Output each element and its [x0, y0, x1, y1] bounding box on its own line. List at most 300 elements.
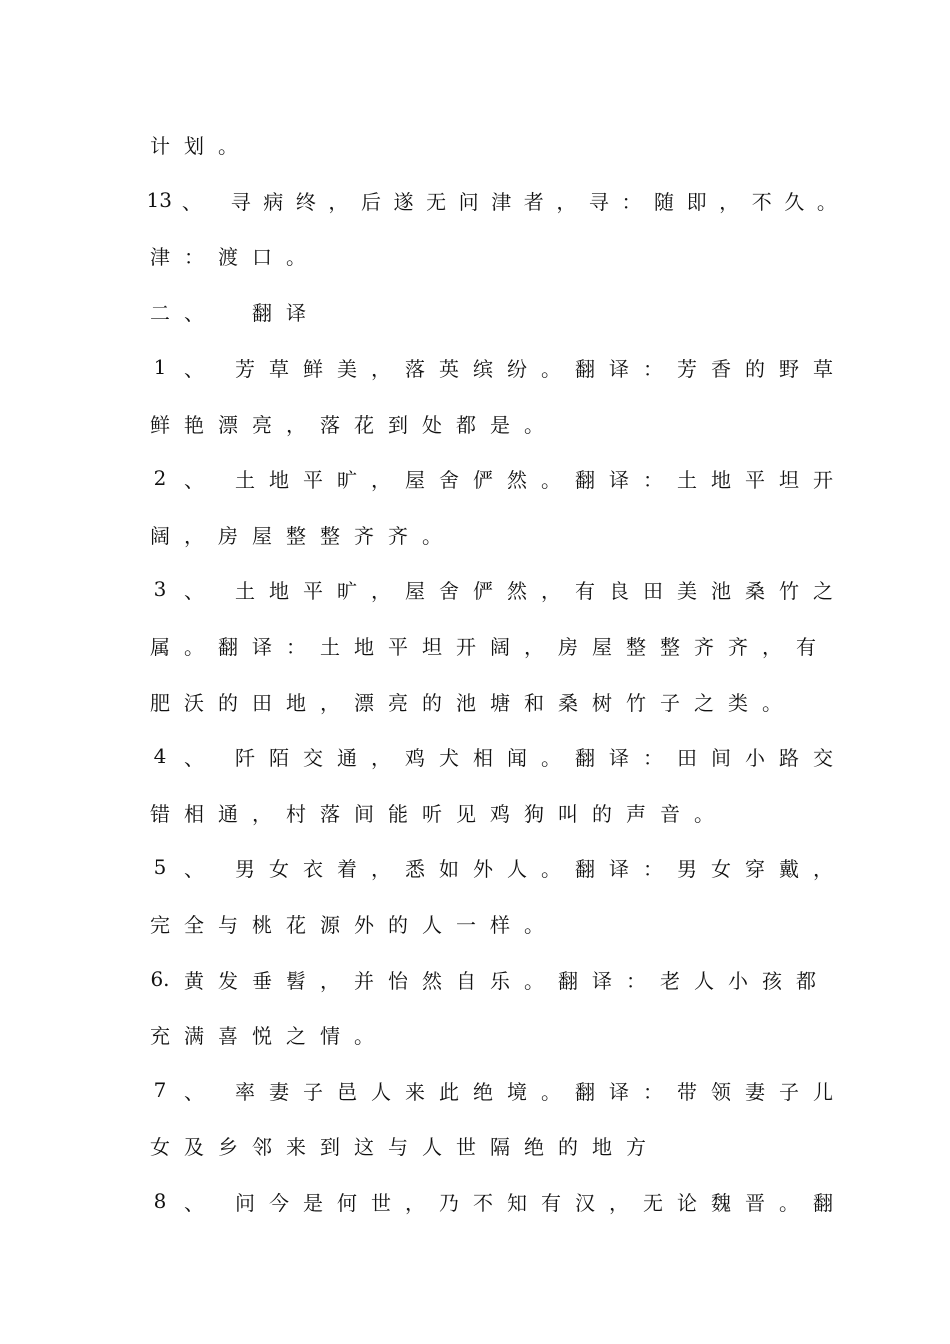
text-char: ，: [371, 578, 391, 603]
text-char: 桑: [745, 578, 765, 603]
text-char: 沃: [184, 690, 204, 715]
text-char: [211, 577, 228, 601]
text-char: [211, 355, 228, 379]
text-char: [211, 1078, 228, 1102]
text-char: 鲜: [150, 412, 170, 437]
text-char: 然: [422, 968, 442, 993]
text-char: 穿: [745, 856, 765, 881]
text-char: 见: [456, 801, 476, 826]
text-char: 方: [626, 1134, 646, 1159]
text-char: 交: [303, 745, 323, 770]
text-char: 草: [269, 356, 289, 381]
text-char: 翻: [575, 467, 595, 492]
text-char: 花: [354, 412, 374, 437]
text-char: 不: [473, 1190, 493, 1215]
text-char: [228, 299, 245, 323]
text-char: 黄: [184, 968, 204, 993]
text-char: 世: [371, 1190, 391, 1215]
text-char: 充: [150, 1023, 170, 1048]
text-char: 有: [541, 1190, 561, 1215]
text-char: 。: [524, 412, 544, 437]
text-char: 的: [745, 356, 765, 381]
text-char: 后: [360, 189, 381, 214]
text-char: 7: [153, 1078, 167, 1102]
text-char: 亮: [252, 412, 272, 437]
text-line-19: [143, 1128, 843, 1162]
text-line-20: [143, 1184, 843, 1218]
text-char: 一: [456, 912, 476, 937]
text-char: 样: [490, 912, 510, 937]
text-char: 。: [541, 856, 561, 881]
text-char: 艳: [184, 412, 204, 437]
text-char: 平: [388, 634, 408, 659]
text-line-10: [143, 628, 843, 662]
text-char: 池: [456, 690, 476, 715]
text-line-12: [143, 739, 843, 773]
text-char: 终: [295, 189, 316, 214]
text-char: 着: [337, 856, 357, 881]
text-char: 平: [303, 467, 323, 492]
text-char: 子: [660, 690, 680, 715]
text-char: 这: [354, 1134, 374, 1159]
text-char: ，: [556, 189, 577, 214]
text-char: 译: [609, 356, 629, 381]
text-char: 声: [626, 801, 646, 826]
text-char: 美: [337, 356, 357, 381]
text-char: 今: [269, 1190, 289, 1215]
text-char: 。: [218, 133, 238, 158]
text-char: 齐: [728, 634, 748, 659]
text-char: ：: [621, 189, 642, 214]
text-char: 世: [456, 1134, 476, 1159]
text-char: 问: [458, 189, 479, 214]
text-char: 芳: [235, 356, 255, 381]
text-char: ：: [643, 745, 663, 770]
text-line-18: [143, 1073, 843, 1107]
text-char: 及: [184, 1134, 204, 1159]
text-char: 翻: [813, 1190, 833, 1215]
text-line-8: [143, 517, 843, 551]
text-char: 鸡: [490, 801, 510, 826]
text-char: 此: [439, 1079, 459, 1104]
text-char: 俨: [473, 467, 493, 492]
text-char: 然: [507, 467, 527, 492]
text-char: 阔: [490, 634, 510, 659]
text-char: 草: [813, 356, 833, 381]
text-char: 津: [150, 244, 170, 269]
text-char: 陌: [269, 745, 289, 770]
text-char: 译: [609, 467, 629, 492]
text-char: ：: [286, 634, 306, 659]
text-char: 渡: [218, 244, 238, 269]
text-char: 齐: [388, 523, 408, 548]
text-char: 犬: [439, 745, 459, 770]
text-char: ，: [524, 634, 544, 659]
section-heading: [143, 294, 843, 328]
text-char: 随: [654, 189, 674, 214]
text-char: 地: [286, 690, 306, 715]
text-char: 翻: [252, 300, 272, 325]
text-char: 舍: [439, 467, 459, 492]
text-char: ，: [252, 801, 272, 826]
text-char: 无: [426, 189, 447, 214]
text-char: 。: [422, 523, 442, 548]
text-char: [211, 466, 228, 490]
text-char: 隔: [490, 1134, 510, 1159]
text-char: 老: [660, 968, 680, 993]
text-char: 无: [643, 1190, 663, 1215]
text-char: 听: [422, 801, 442, 826]
text-char: ，: [762, 634, 782, 659]
text-char: 俨: [473, 578, 493, 603]
text-char: 译: [609, 856, 629, 881]
text-char: 。: [541, 467, 561, 492]
text-char: 屋: [405, 578, 425, 603]
text-char: 。: [541, 1079, 561, 1104]
text-char: 翻: [575, 1079, 595, 1104]
text-char: 境: [507, 1079, 527, 1104]
text-char: 外: [354, 912, 374, 937]
text-char: 遂: [393, 189, 414, 214]
text-char: 落: [320, 801, 340, 826]
text-char: 率: [235, 1079, 255, 1104]
text-char: 坦: [422, 634, 442, 659]
text-char: 之: [813, 578, 833, 603]
text-char: ，: [541, 578, 561, 603]
text-char: 津: [491, 189, 512, 214]
text-char: 美: [677, 578, 697, 603]
text-char: 翻: [575, 745, 595, 770]
text-char: 满: [184, 1023, 204, 1048]
text-char: 妻: [745, 1079, 765, 1104]
text-char: 绝: [473, 1079, 493, 1104]
text-char: 人: [694, 968, 714, 993]
text-char: 。: [354, 1023, 374, 1048]
text-char: ，: [320, 968, 340, 993]
text-char: 房: [558, 634, 578, 659]
text-char: 平: [303, 578, 323, 603]
text-char: 土: [235, 467, 255, 492]
text-char: 儿: [813, 1079, 833, 1104]
text-char: 2: [153, 466, 167, 490]
text-char: 发: [218, 968, 238, 993]
text-char: [211, 299, 228, 323]
text-char: 狗: [524, 801, 544, 826]
text-char: ，: [719, 189, 740, 214]
text-char: 的: [388, 912, 408, 937]
text-line-15: [143, 906, 843, 940]
text-char: 类: [728, 690, 748, 715]
text-char: 人: [507, 856, 527, 881]
text-char: 男: [235, 856, 255, 881]
text-char: 缤: [473, 356, 493, 381]
text-char: 整: [286, 523, 306, 548]
text-char: ：: [184, 244, 204, 269]
text-char: 阔: [150, 523, 170, 548]
text-char: 乡: [218, 1134, 238, 1159]
text-char: 路: [779, 745, 799, 770]
text-char: 有: [796, 634, 816, 659]
text-char: 5: [153, 855, 167, 879]
text-char: 、: [184, 856, 204, 881]
text-char: 病: [263, 189, 284, 214]
text-char: 处: [422, 412, 442, 437]
text-char: 者: [523, 189, 544, 214]
text-char: 情: [320, 1023, 340, 1048]
text-char: 桑: [558, 690, 578, 715]
text-char: 桃: [252, 912, 272, 937]
text-char: 、: [184, 356, 204, 381]
text-char: 、: [184, 1079, 204, 1104]
text-char: 叫: [558, 801, 578, 826]
text-char: 漂: [218, 412, 238, 437]
text-char: 良: [609, 578, 629, 603]
text-char: 之: [286, 1023, 306, 1048]
text-char: 间: [711, 745, 731, 770]
text-char: 如: [439, 856, 459, 881]
text-char: 翻: [575, 356, 595, 381]
text-char: 小: [745, 745, 765, 770]
text-char: 魏: [711, 1190, 731, 1215]
text-char: 肥: [150, 690, 170, 715]
text-char: 邻: [252, 1134, 272, 1159]
text-char: 衣: [303, 856, 323, 881]
text-char: [211, 855, 228, 879]
text-char: ，: [328, 189, 349, 214]
text-char: 都: [796, 968, 816, 993]
text-char: ，: [371, 856, 391, 881]
text-char: 带: [677, 1079, 697, 1104]
text-char: ，: [405, 1190, 425, 1215]
text-char: 寻: [588, 189, 609, 214]
text-char: 。: [286, 244, 306, 269]
text-line-11: [143, 684, 843, 718]
text-char: 并: [354, 968, 374, 993]
text-line-7: [143, 461, 843, 495]
text-char: 属: [150, 634, 170, 659]
text-char: 。: [541, 745, 561, 770]
text-char: 房: [218, 523, 238, 548]
text-char: 的: [592, 801, 612, 826]
text-char: 。: [694, 801, 714, 826]
text-char: 口: [252, 244, 272, 269]
text-char: 坦: [779, 467, 799, 492]
text-char: 悉: [405, 856, 425, 881]
text-char: 计: [150, 133, 170, 158]
text-char: 二: [150, 300, 170, 325]
text-char: 能: [388, 801, 408, 826]
text-line-5: [143, 350, 843, 384]
text-char: 地: [269, 467, 289, 492]
text-char: 。: [779, 1190, 799, 1215]
text-char: 齐: [694, 634, 714, 659]
text-char: 1: [153, 355, 167, 379]
text-char: 整: [320, 523, 340, 548]
text-char: 开: [456, 634, 476, 659]
text-char: 鸡: [405, 745, 425, 770]
text-char: ：: [643, 1079, 663, 1104]
text-char: 译: [609, 745, 629, 770]
text-char: 开: [813, 467, 833, 492]
text-char: 有: [575, 578, 595, 603]
text-line-16: [143, 962, 843, 996]
text-char: ：: [643, 467, 663, 492]
text-char: 乐: [490, 968, 510, 993]
text-char: 是: [303, 1190, 323, 1215]
text-char: 何: [337, 1190, 357, 1215]
text-char: 村: [286, 801, 306, 826]
text-char: 错: [150, 801, 170, 826]
text-char: 子: [303, 1079, 323, 1104]
text-char: 源: [320, 912, 340, 937]
text-char: 竹: [779, 578, 799, 603]
text-char: ，: [184, 523, 204, 548]
text-char: 孩: [762, 968, 782, 993]
text-char: 子: [779, 1079, 799, 1104]
text-char: 。: [762, 690, 782, 715]
text-char: 翻: [218, 634, 238, 659]
text-line-6: [143, 406, 843, 440]
text-char: 晋: [745, 1190, 765, 1215]
text-char: 树: [592, 690, 612, 715]
text-char: 田: [643, 578, 663, 603]
text-char: 6.: [150, 967, 170, 991]
text-char: 旷: [337, 467, 357, 492]
text-char: 地: [592, 1134, 612, 1159]
text-char: 整: [626, 634, 646, 659]
text-char: 平: [745, 467, 765, 492]
text-line-3: [143, 238, 843, 272]
text-char: 到: [320, 1134, 340, 1159]
text-char: 的: [218, 690, 238, 715]
text-char: 外: [473, 856, 493, 881]
text-char: ：: [626, 968, 646, 993]
text-char: 土: [235, 578, 255, 603]
text-char: 相: [473, 745, 493, 770]
text-char: 与: [388, 1134, 408, 1159]
text-line-13: [143, 795, 843, 829]
text-line-17: [143, 1017, 843, 1051]
text-char: ，: [371, 745, 391, 770]
text-char: ，: [371, 467, 391, 492]
text-char: 亮: [388, 690, 408, 715]
text-char: 旷: [337, 578, 357, 603]
text-char: ：: [643, 856, 663, 881]
text-char: 屋: [252, 523, 272, 548]
text-char: 与: [218, 912, 238, 937]
text-char: 论: [677, 1190, 697, 1215]
text-char: 然: [507, 578, 527, 603]
text-char: 乃: [439, 1190, 459, 1215]
text-char: 竹: [626, 690, 646, 715]
text-char: 、: [184, 467, 204, 492]
text-char: 之: [694, 690, 714, 715]
text-line-2: [143, 183, 843, 217]
text-char: 人: [371, 1079, 391, 1104]
text-char: [211, 744, 228, 768]
text-char: [208, 188, 224, 212]
text-char: 舍: [439, 578, 459, 603]
text-char: 、: [181, 189, 202, 214]
text-char: 田: [252, 690, 272, 715]
text-char: 绝: [524, 1134, 544, 1159]
text-char: 怡: [388, 968, 408, 993]
text-char: 13: [146, 188, 172, 212]
text-char: [211, 1189, 228, 1213]
text-char: 鲜: [303, 356, 323, 381]
text-char: ，: [813, 856, 833, 881]
text-char: 塘: [490, 690, 510, 715]
text-char: 久: [784, 189, 805, 214]
text-char: 落: [405, 356, 425, 381]
text-char: 的: [422, 690, 442, 715]
text-char: 屋: [592, 634, 612, 659]
text-char: 都: [456, 412, 476, 437]
text-char: 整: [660, 634, 680, 659]
text-char: 间: [354, 801, 374, 826]
text-char: 小: [728, 968, 748, 993]
text-char: 划: [184, 133, 204, 158]
text-char: 男: [677, 856, 697, 881]
text-char: 全: [184, 912, 204, 937]
text-char: 通: [218, 801, 238, 826]
text-char: 问: [235, 1190, 255, 1215]
text-char: ，: [371, 356, 391, 381]
text-char: 翻: [575, 856, 595, 881]
text-char: 寻: [230, 189, 251, 214]
text-char: 不: [751, 189, 772, 214]
text-char: ：: [643, 356, 663, 381]
text-char: 译: [252, 634, 272, 659]
text-char: 漂: [354, 690, 374, 715]
text-char: 齐: [354, 523, 374, 548]
text-char: 池: [711, 578, 731, 603]
text-char: 汉: [575, 1190, 595, 1215]
text-char: 即: [686, 189, 707, 214]
text-char: 。: [816, 189, 837, 214]
text-char: 、: [184, 745, 204, 770]
text-char: 交: [813, 745, 833, 770]
text-char: 和: [524, 690, 544, 715]
text-char: 人: [422, 912, 442, 937]
text-char: ，: [609, 1190, 629, 1215]
text-char: 悦: [252, 1023, 272, 1048]
text-line-9: [143, 572, 843, 606]
text-char: 女: [150, 1134, 170, 1159]
text-char: 地: [354, 634, 374, 659]
text-char: 落: [320, 412, 340, 437]
text-char: 妻: [269, 1079, 289, 1104]
text-char: 。: [184, 634, 204, 659]
text-char: 3: [153, 577, 167, 601]
text-char: 译: [609, 1079, 629, 1104]
text-char: 、: [184, 300, 204, 325]
text-char: 女: [269, 856, 289, 881]
text-char: 到: [388, 412, 408, 437]
text-char: 垂: [252, 968, 272, 993]
text-char: 相: [184, 801, 204, 826]
text-char: 香: [711, 356, 731, 381]
text-char: 地: [269, 578, 289, 603]
text-char: 8: [153, 1189, 167, 1213]
text-char: 土: [320, 634, 340, 659]
text-char: 女: [711, 856, 731, 881]
text-char: 戴: [779, 856, 799, 881]
text-line-14: [143, 850, 843, 884]
text-char: 翻: [558, 968, 578, 993]
text-char: 音: [660, 801, 680, 826]
text-line-1: [143, 127, 843, 161]
